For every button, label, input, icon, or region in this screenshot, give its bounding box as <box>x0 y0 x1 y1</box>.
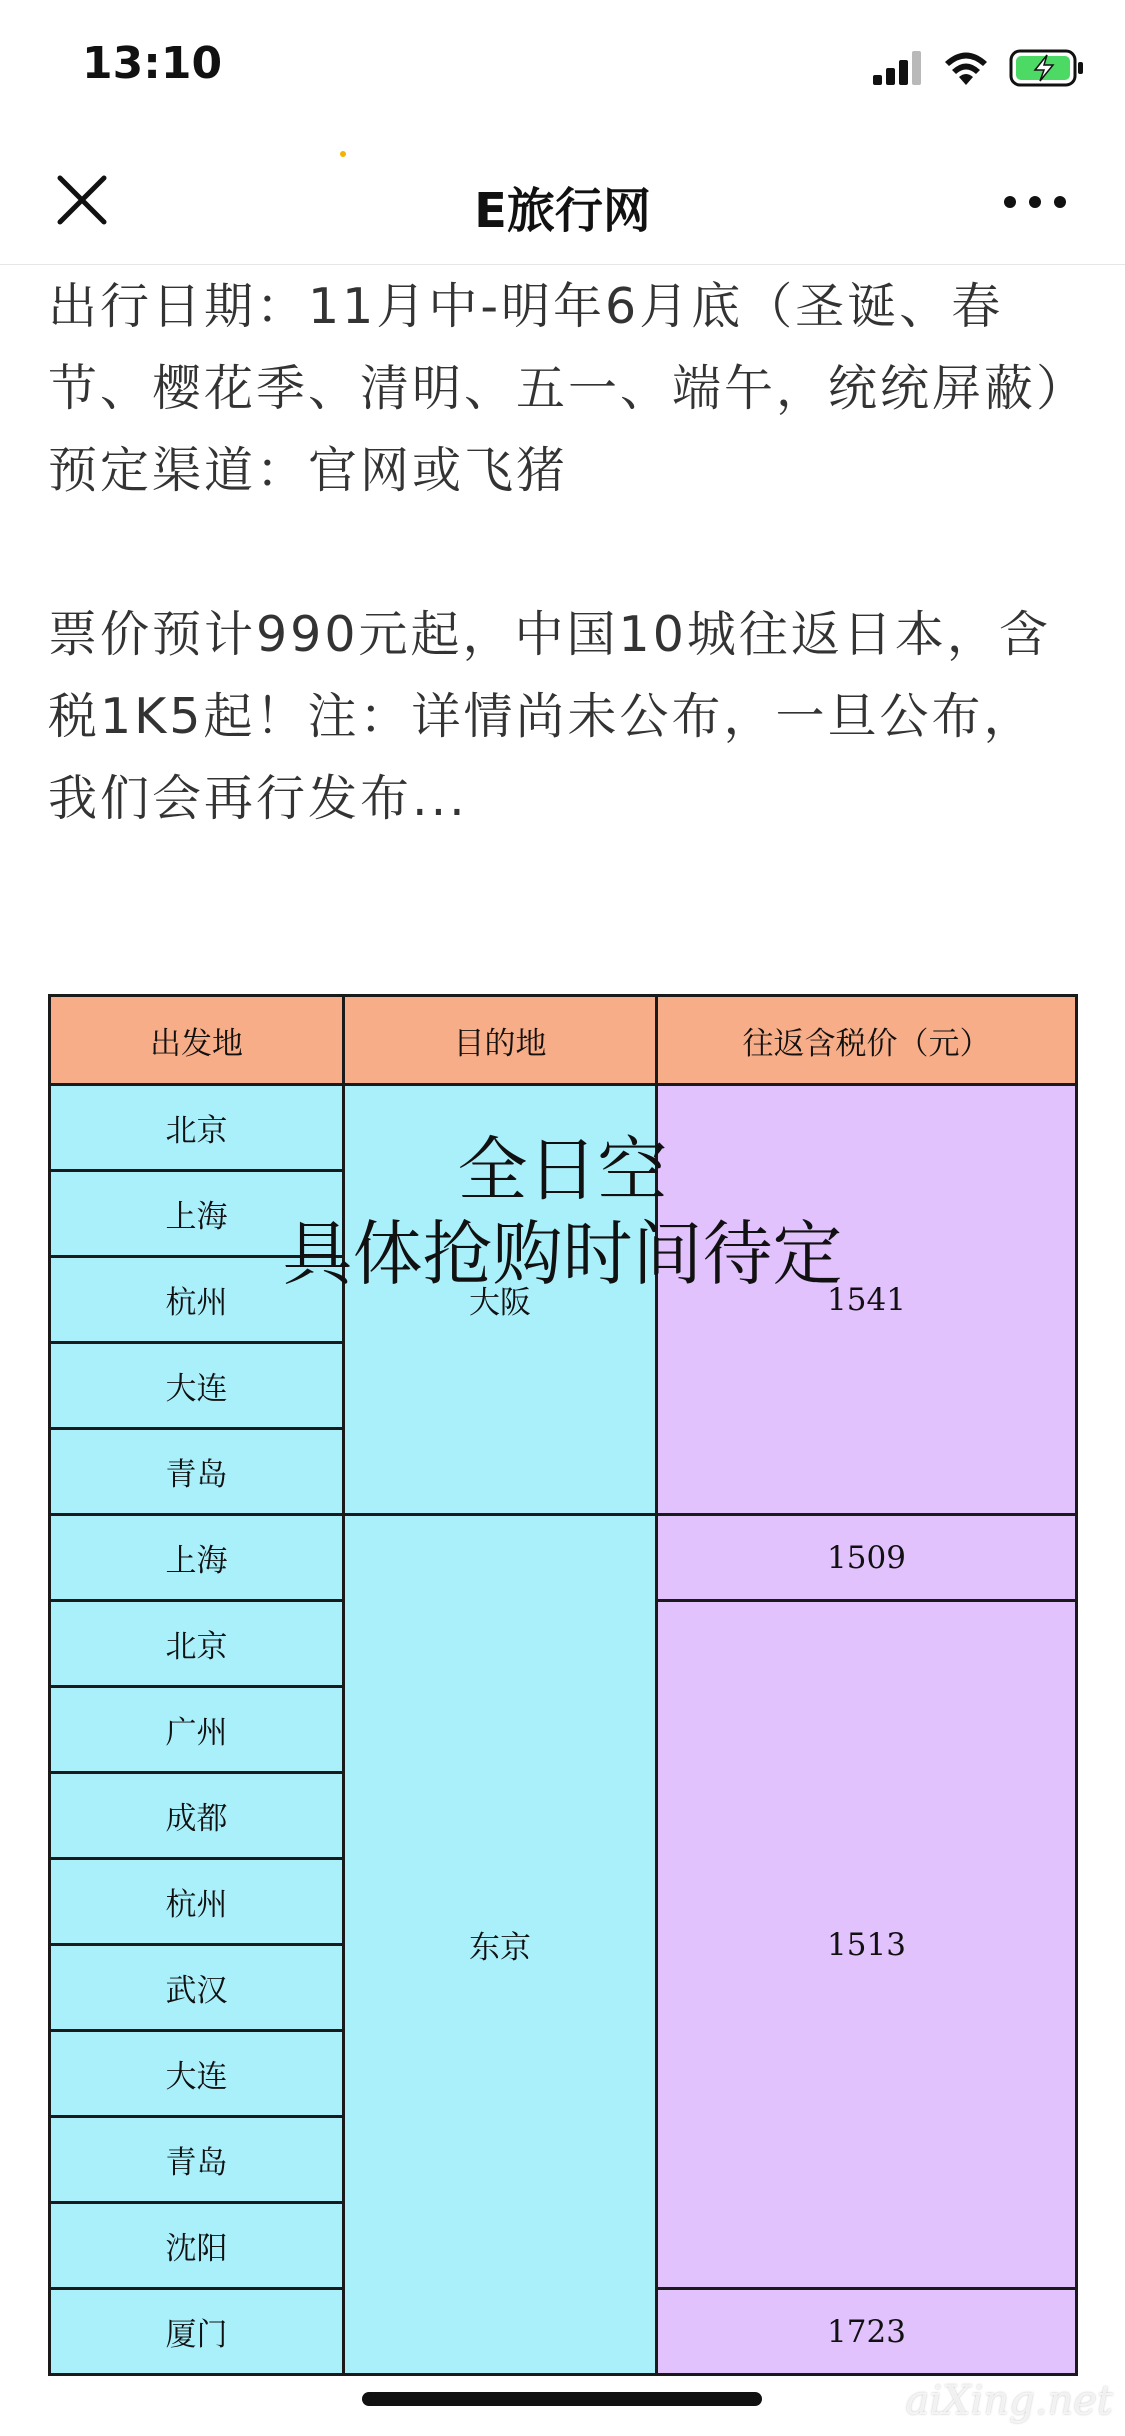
table-header-row <box>50 996 1077 1085</box>
status-bar <box>0 0 1125 132</box>
destination-cell: 大阪 <box>344 1085 657 1515</box>
nav-bar <box>0 132 1125 265</box>
origin-cell: 厦门 <box>50 2289 344 2375</box>
fare-table <box>48 994 1078 2376</box>
origin-cell: 青岛 <box>50 2117 344 2203</box>
table-row <box>50 1085 1077 1171</box>
home-indicator[interactable] <box>362 2392 762 2406</box>
loading-dot <box>340 151 346 157</box>
fare-note-text: 票价预计990元起，中国10城往返日本，含税1K5起！注：详情尚未公布，一旦公布，我们会再行发布... <box>48 606 1051 827</box>
price-cell: 1541 <box>657 1085 1077 1515</box>
destination-cell: 东京 <box>344 1515 657 2375</box>
origin-cell: 沈阳 <box>50 2203 344 2289</box>
sale-time-note: 具体抢购时间待定 <box>282 1213 843 1295</box>
header-price: 往返含税价（元） <box>657 996 1077 1085</box>
price-cell: 1513 <box>657 1601 1077 2289</box>
airline-name: 全日空 <box>457 1129 668 1211</box>
origin-cell: 广州 <box>50 1687 344 1773</box>
origin-cell: 大连 <box>50 1343 344 1429</box>
origin-cell: 青岛 <box>50 1429 344 1515</box>
signal-icon <box>873 51 923 85</box>
origin-cell: 上海 <box>50 1515 344 1601</box>
travel-dates-text: 出行日期：11月中-明年6月底（圣诞、春节、樱花季、清明、五一、端午，统统屏蔽） <box>48 278 1089 417</box>
header-origin: 出发地 <box>50 996 344 1085</box>
origin-cell: 成都 <box>50 1773 344 1859</box>
origin-cell: 北京 <box>50 1085 344 1171</box>
status-icons <box>873 48 1085 88</box>
origin-cell: 北京 <box>50 1601 344 1687</box>
article-content <box>48 266 1089 840</box>
origin-cell: 杭州 <box>50 1859 344 1945</box>
watermark: aiXing.net <box>905 2378 1113 2424</box>
price-cell: 1509 <box>657 1515 1077 1601</box>
header-destination: 目的地 <box>344 996 657 1085</box>
origin-cell: 武汉 <box>50 1945 344 2031</box>
price-cell: 1723 <box>657 2289 1077 2375</box>
wifi-icon <box>943 51 989 85</box>
page-title: E旅行网 <box>474 183 651 239</box>
battery-charging-icon <box>1009 49 1085 87</box>
status-time: 13:10 <box>82 38 223 89</box>
origin-cell: 上海 <box>50 1171 344 1257</box>
fare-table-container <box>48 994 1075 2376</box>
booking-channel-text: 预定渠道：官网或飞猪 <box>48 442 569 499</box>
origin-cell: 杭州 <box>50 1257 344 1343</box>
origin-cell: 大连 <box>50 2031 344 2117</box>
table-row <box>50 1515 1077 1601</box>
more-button[interactable] <box>995 182 1075 222</box>
more-icon <box>995 182 1075 222</box>
